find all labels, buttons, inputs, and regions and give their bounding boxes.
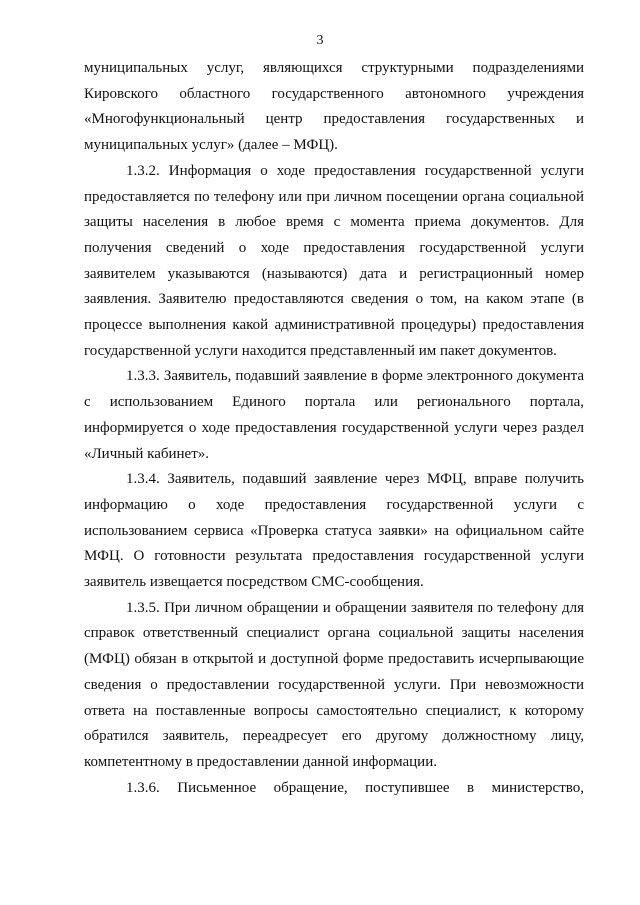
paragraph-continuation: муниципальных услуг, являющихся структурными подразделениями Кировского областного государственного автономного учреждения «Многофункциональный центр предоставления государственных и муниципальных услуг» (далее – МФЦ). xyxy=(84,60,584,154)
page-number: 3 xyxy=(316,33,324,48)
paragraph-1-3-3: 1.3.3. Заявитель, подавший заявление в форме электронного документа с использованием Единого портала или регионального портала, информируется о ходе предоставления государственной услуги через раздел «Личный кабинет». xyxy=(84,368,584,462)
paragraph-1-3-2: 1.3.2. Информация о ходе предоставления государственной услуги предоставляется по телефону или при личном посещении органа социальной защиты населения в любое время с момента приема документов. Для получения сведений о ходе предоставления государственной услуги заявителем указываются (называются) дата и регистрационный номер заявления. Заявителю предоставляются сведения о том, на каком этапе (в процессе выполнения какой административной процедуры) предоставления государственной услуги находится представленный им пакет документов. xyxy=(84,162,584,359)
document-body xyxy=(84,56,584,801)
paragraph-1-3-5: 1.3.5. При личном обращении и обращении заявителя по телефону для справок ответственный специалист органа социальной защиты населения (МФЦ) обязан в открытой и доступной форме предоставить исчерпывающие сведения о предоставлении государственной услуги. При невозможности ответа на поставленные вопросы самостоятельно специалист, к которому обратился заявитель, переадресует его другому должностному лицу, компетентному в предоставлении данной информации. xyxy=(84,599,584,770)
paragraph-1-3-6: 1.3.6. Письменное обращение, поступившее в министерство, xyxy=(126,779,584,796)
paragraph-1-3-4: 1.3.4. Заявитель, подавший заявление через МФЦ, вправе получить информацию о ходе предоставления государственной услуги с использованием сервиса «Проверка статуса заявки» на официальном сайте МФЦ. О готовности результата предоставления государственной услуги заявитель извещается посредством СМС-сообщения. xyxy=(84,471,584,591)
